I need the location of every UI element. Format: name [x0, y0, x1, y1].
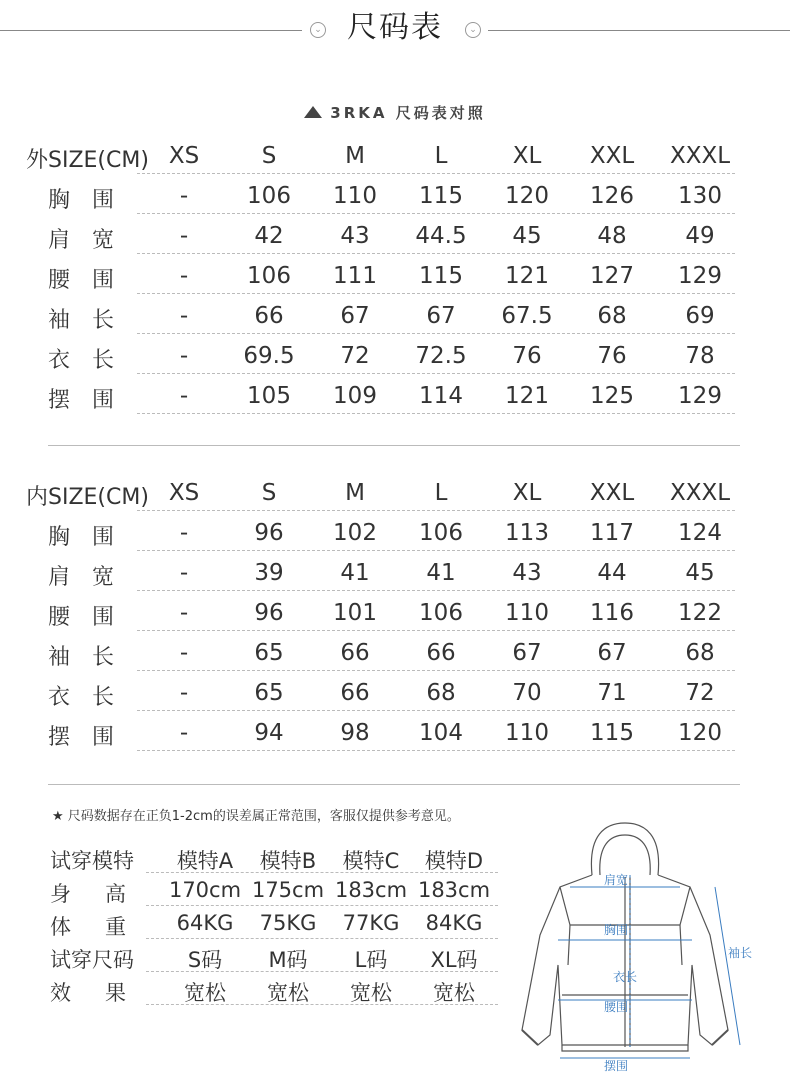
table-cell: 110 [333, 183, 377, 209]
table-cell: 109 [333, 383, 377, 409]
size-column-header: XXXL [669, 143, 731, 169]
row-divider [137, 590, 735, 591]
model-row-label: 身高 [50, 882, 160, 906]
table-cell: 43 [340, 223, 370, 249]
row-divider [146, 1004, 498, 1005]
table-cell: 70 [512, 680, 542, 706]
table-cell: 71 [597, 680, 627, 706]
table-cell: 115 [419, 183, 463, 209]
row-divider [137, 630, 735, 631]
row-label: 肩宽 [48, 228, 137, 253]
model-cell: 宽松 [350, 981, 392, 1005]
table-cell: 72 [340, 343, 370, 369]
table-cell: 126 [590, 183, 634, 209]
table-cell: 67.5 [501, 303, 553, 329]
table-cell: 43 [512, 560, 542, 586]
table-cell: 44 [597, 560, 627, 586]
row-divider [137, 550, 735, 551]
table-cell: 41 [426, 560, 456, 586]
table-cell: 124 [678, 520, 722, 546]
diagram-label-sleeve: 袖长 [728, 946, 753, 960]
table-divider [48, 445, 740, 446]
table-cell: 65 [254, 640, 284, 666]
table-cell: 105 [247, 383, 291, 409]
model-cell: 模特A [176, 849, 234, 873]
size-column-header: XS [168, 143, 200, 169]
table-cell: 66 [340, 680, 370, 706]
size-column-header: XL [512, 143, 542, 169]
row-label: 袖长 [48, 645, 137, 670]
table-cell: 115 [590, 720, 634, 746]
table-title: 内SIZE(CM) [26, 485, 149, 510]
table-cell: 39 [254, 560, 284, 586]
brand-subtitle [0, 102, 790, 123]
table-row [0, 383, 790, 423]
table-row [0, 520, 790, 560]
table-cell: 94 [254, 720, 284, 746]
row-divider [146, 905, 498, 906]
size-column-header: XS [168, 480, 200, 506]
model-row-label: 试穿尺码 [50, 948, 134, 972]
table-cell: - [179, 720, 189, 746]
row-divider [137, 213, 735, 214]
table-cell: 114 [419, 383, 463, 409]
table-row [0, 640, 790, 680]
table-cell: 106 [247, 263, 291, 289]
table-cell: 66 [340, 640, 370, 666]
table-cell: 104 [419, 720, 463, 746]
model-row-label: 体重 [50, 915, 160, 939]
table-cell: 116 [590, 600, 634, 626]
size-column-header: XXL [589, 480, 635, 506]
table-cell: 67 [512, 640, 542, 666]
table-header-row [0, 480, 790, 520]
table-cell: - [179, 383, 189, 409]
table-row [0, 183, 790, 223]
diagram-label-waist: 腰围 [604, 1000, 629, 1014]
table-cell: 106 [419, 520, 463, 546]
page-title: 尺码表 [347, 10, 443, 45]
row-divider [146, 938, 498, 939]
size-column-header: S [261, 480, 277, 506]
table-cell: 120 [678, 720, 722, 746]
model-cell: 宽松 [184, 981, 226, 1005]
table-cell: - [179, 680, 189, 706]
table-cell: 66 [426, 640, 456, 666]
row-label: 腰围 [48, 268, 137, 293]
diagram-label-hem: 摆围 [604, 1059, 629, 1073]
model-cell: 宽松 [267, 981, 309, 1005]
row-label: 肩宽 [48, 565, 137, 590]
table-cell: 45 [512, 223, 542, 249]
model-cell: 模特D [424, 849, 484, 873]
table-cell: 113 [505, 520, 549, 546]
diagram-label-length: 衣长 [613, 970, 638, 984]
table-row [0, 303, 790, 343]
row-label: 袖长 [48, 308, 137, 333]
row-label: 胸围 [48, 188, 137, 213]
diagram-label-chest: 胸围 [604, 923, 629, 937]
table-cell: 106 [419, 600, 463, 626]
model-row-label: 试穿模特 [50, 849, 134, 873]
table-cell: 102 [333, 520, 377, 546]
table-cell: - [179, 303, 189, 329]
table-cell: 45 [685, 560, 715, 586]
row-label: 衣长 [48, 348, 137, 373]
row-label: 摆围 [48, 725, 137, 750]
table-cell: 122 [678, 600, 722, 626]
table-row [0, 600, 790, 640]
table-cell: 42 [254, 223, 284, 249]
model-cell: 183cm [334, 878, 408, 902]
model-cell: 84KG [425, 911, 483, 935]
row-label: 腰围 [48, 605, 137, 630]
size-column-header: L [434, 480, 448, 506]
table-cell: 129 [678, 383, 722, 409]
model-cell: 模特B [259, 849, 317, 873]
size-column-header: M [345, 480, 365, 506]
table-cell: 110 [505, 720, 549, 746]
table-cell: 130 [678, 183, 722, 209]
model-cell: M码 [268, 948, 308, 972]
row-divider [137, 253, 735, 254]
table-cell: 68 [597, 303, 627, 329]
row-divider [137, 710, 735, 711]
table-cell: - [179, 343, 189, 369]
model-cell: L码 [354, 948, 388, 972]
diagram-label-shoulder: 肩宽 [604, 873, 629, 887]
table-row [0, 560, 790, 600]
header-divider-right [488, 30, 790, 31]
table-divider [48, 784, 740, 785]
model-cell: 宽松 [433, 981, 475, 1005]
mountain-icon [304, 106, 322, 118]
table-row [0, 680, 790, 720]
table-header-row [0, 143, 790, 183]
table-cell: 67 [597, 640, 627, 666]
table-cell: 48 [597, 223, 627, 249]
table-cell: 68 [426, 680, 456, 706]
row-label: 摆围 [48, 388, 137, 413]
model-cell: 175cm [251, 878, 325, 902]
model-cell: 170cm [168, 878, 242, 902]
table-cell: 78 [685, 343, 715, 369]
table-cell: - [179, 640, 189, 666]
table-cell: 72.5 [415, 343, 467, 369]
table-cell: 66 [254, 303, 284, 329]
model-row [0, 845, 520, 878]
row-label: 衣长 [48, 685, 137, 710]
row-divider [146, 872, 498, 873]
table-cell: 96 [254, 520, 284, 546]
size-column-header: L [434, 143, 448, 169]
table-cell: 120 [505, 183, 549, 209]
brand-subtitle-text: 3RKA 尺码表对照 [330, 104, 486, 122]
model-cell: 77KG [342, 911, 400, 935]
row-divider [137, 373, 735, 374]
size-column-header: XL [512, 480, 542, 506]
model-cell: 模特C [342, 849, 400, 873]
row-divider [137, 750, 735, 751]
size-column-header: XXL [589, 143, 635, 169]
row-divider [137, 413, 735, 414]
jacket-diagram [510, 815, 780, 1084]
row-divider [137, 333, 735, 334]
table-cell: 69.5 [243, 343, 295, 369]
size-column-header: S [261, 143, 277, 169]
model-row [0, 878, 520, 911]
row-divider [137, 173, 735, 174]
table-cell: - [179, 520, 189, 546]
model-row [0, 977, 520, 1010]
table-cell: 110 [505, 600, 549, 626]
row-divider [146, 971, 498, 972]
table-cell: 111 [333, 263, 377, 289]
table-cell: 115 [419, 263, 463, 289]
table-cell: 121 [505, 263, 549, 289]
row-divider [137, 670, 735, 671]
model-cell: 64KG [176, 911, 234, 935]
row-label: 胸围 [48, 525, 137, 550]
table-cell: 76 [597, 343, 627, 369]
table-cell: 129 [678, 263, 722, 289]
model-cell: 183cm [417, 878, 491, 902]
table-cell: 98 [340, 720, 370, 746]
model-cell: S码 [187, 948, 223, 972]
model-cell: XL码 [430, 948, 478, 972]
table-cell: - [179, 223, 189, 249]
table-cell: 41 [340, 560, 370, 586]
row-divider [137, 510, 735, 511]
table-cell: 72 [685, 680, 715, 706]
table-cell: 101 [333, 600, 377, 626]
table-cell: 68 [685, 640, 715, 666]
model-table [0, 845, 520, 1015]
table-row [0, 263, 790, 303]
table-cell: - [179, 560, 189, 586]
table-cell: 69 [685, 303, 715, 329]
size-note: ★ 尺码数据存在正负1-2cm的误差属正常范围，客服仅提供参考意见。 [52, 809, 460, 824]
table-cell: 65 [254, 680, 284, 706]
table-title: 外SIZE(CM) [26, 148, 149, 173]
table-row [0, 343, 790, 383]
table-cell: - [179, 183, 189, 209]
table-cell: - [179, 600, 189, 626]
table-cell: 44.5 [415, 223, 467, 249]
model-row [0, 944, 520, 977]
table-cell: 67 [340, 303, 370, 329]
table-cell: 106 [247, 183, 291, 209]
table-cell: - [179, 263, 189, 289]
model-row-label: 效果 [50, 981, 160, 1005]
table-cell: 67 [426, 303, 456, 329]
table-cell: 49 [685, 223, 715, 249]
table-cell: 121 [505, 383, 549, 409]
table-cell: 96 [254, 600, 284, 626]
table-cell: 76 [512, 343, 542, 369]
table-cell: 117 [590, 520, 634, 546]
chevron-down-icon: ⌄ [465, 22, 481, 38]
row-divider [137, 293, 735, 294]
model-cell: 75KG [259, 911, 317, 935]
table-cell: 125 [590, 383, 634, 409]
size-column-header: M [345, 143, 365, 169]
table-row [0, 223, 790, 263]
table-cell: 127 [590, 263, 634, 289]
table-row [0, 720, 790, 760]
model-row [0, 911, 520, 944]
chevron-down-icon: ⌄ [310, 22, 326, 38]
size-column-header: XXXL [669, 480, 731, 506]
